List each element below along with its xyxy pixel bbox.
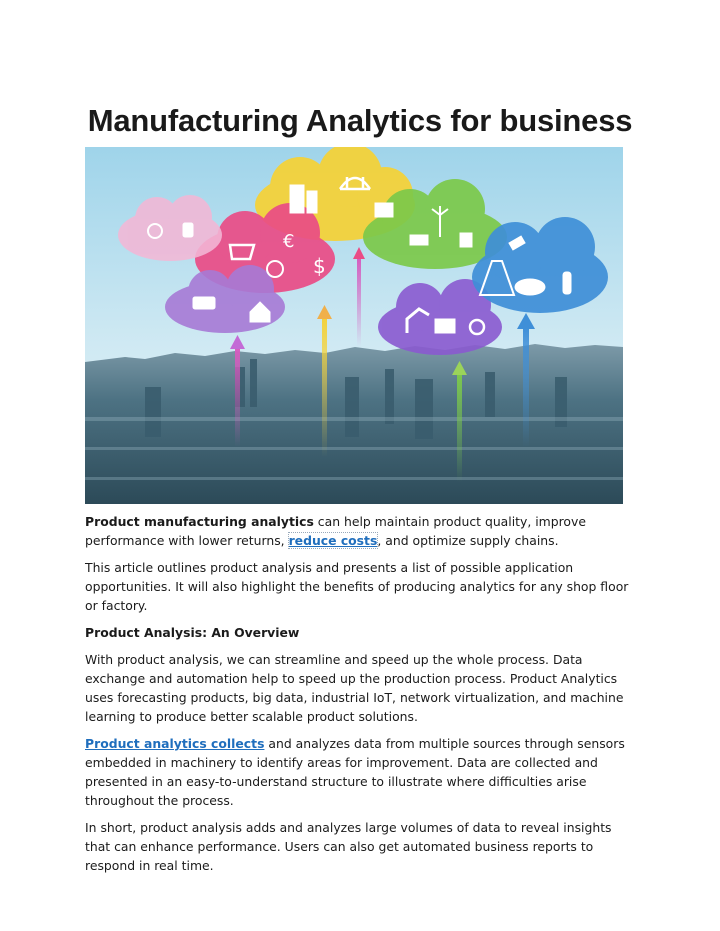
hero-image <box>85 147 623 504</box>
product-analytics-collects-link[interactable]: Product analytics collects <box>85 736 265 751</box>
arrow-purple <box>235 347 240 447</box>
intro-text-b: , and optimize supply chains. <box>377 533 559 548</box>
summary-paragraph: In short, product analysis adds and analyzes large volumes of data to reveal insights that can enhance performance. Users can also get automated business reports to respond in real time. <box>85 820 612 873</box>
article-body <box>85 512 637 883</box>
reduce-costs-link[interactable]: reduce costs <box>288 533 378 548</box>
collects-paragraph <box>85 734 637 810</box>
dollar-icon: $ <box>313 254 326 278</box>
factory-icon <box>375 203 393 217</box>
page-title: Manufacturing Analytics for business <box>87 102 633 138</box>
solar-panel-icon <box>410 235 428 245</box>
section-heading: Product Analysis: An Overview <box>85 625 300 640</box>
arrow-green <box>457 372 462 482</box>
intro-bold-lead: Product manufacturing analytics <box>85 514 314 529</box>
building-icon <box>290 185 304 213</box>
euro-icon: € <box>283 231 295 252</box>
arrow-yellow <box>322 317 327 457</box>
collects-text: and analyzes data from multiple sources through sensors embedded in machinery to identify areas for improvement. Data are collected and presented in an easy-to-understand structure to illustrate where difficulties arise throughout the process. <box>85 736 625 808</box>
baby-icon <box>183 223 193 237</box>
car-icon <box>515 279 545 295</box>
intro-paragraph <box>85 512 637 550</box>
overview-paragraph: With product analysis, we can streamline and speed up the whole process. Data exchange and automation help to speed up the production process. Product Analytics uses forecasting products, big data, industrial IoT, network virtualization, and machine learning to produce better scalable product solutions. <box>85 652 624 724</box>
traffic-light-icon <box>563 272 571 294</box>
outline-paragraph: This article outlines product analysis and presents a list of possible application opportunities. It will also highlight the benefits of producing analytics for any shop floor or factory. <box>85 560 629 613</box>
intro-text-a: can help maintain product quality, improve performance with lower returns, <box>85 514 586 548</box>
arrow-pink <box>357 257 361 347</box>
arrow-blue <box>523 327 529 447</box>
